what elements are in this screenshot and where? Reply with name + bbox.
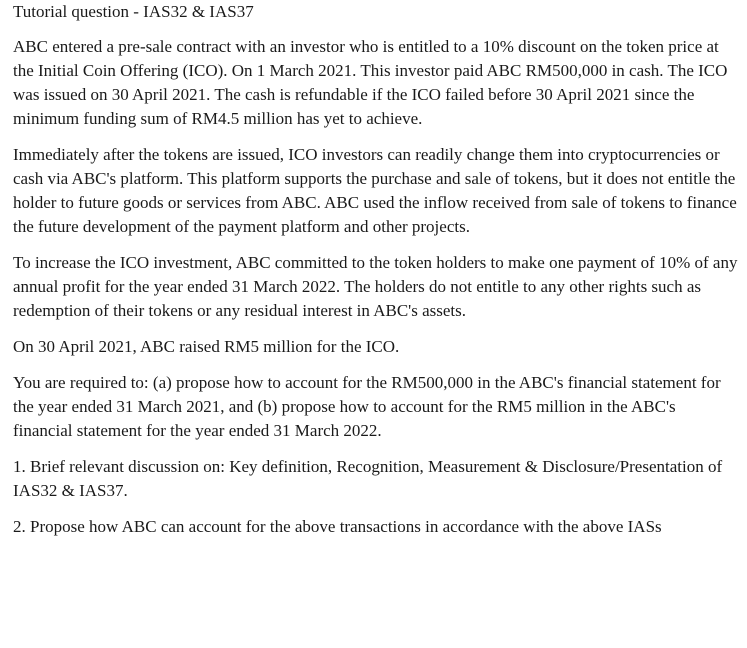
paragraph-pre-sale-contract: ABC entered a pre-sale contract with an investor who is entitled to a 10% discount on the token price at the Initial Coin Offering (ICO). On 1 March 2021. This investor paid ABC RM500,000 in cash. The ICO was issued on 30 April 2021. The cash is refundable if the ICO failed before 30 April 2021 since the minimum funding sum of RM4.5 million has yet to achieve. xyxy=(13,37,728,128)
paragraph-task-2: 2. Propose how ABC can account for the above transactions in accordance with the above IASs xyxy=(13,517,662,536)
paragraph-profit-commitment: To increase the ICO investment, ABC committed to the token holders to make one payment of 10% of any annual profit for the year ended 31 March 2022. The holders do not entitle to any other rights such as redemption of their tokens or any residual interest in ABC's assets. xyxy=(13,253,738,320)
document-title: Tutorial question - IAS32 & IAS37 xyxy=(13,2,254,21)
paragraph-task-1: 1. Brief relevant discussion on: Key definition, Recognition, Measurement & Disclosure/Presentation of IAS32 & IAS37. xyxy=(13,457,723,500)
paragraph-token-platform: Immediately after the tokens are issued, ICO investors can readily change them into cryptocurrencies or cash via ABC's platform. This platform supports the purchase and sale of tokens, but it does not entitle the holder to future goods or services from ABC. ABC used the inflow received from sale of tokens to finance the future development of the payment platform and other projects. xyxy=(13,145,737,236)
paragraph-ico-raised: On 30 April 2021, ABC raised RM5 million for the ICO. xyxy=(13,337,400,356)
paragraph-requirements: You are required to: (a) propose how to account for the RM500,000 in the ABC's financial statement for the year ended 31 March 2021, and (b) propose how to account for the RM5 million in the ABC's financial statement for the year ended 31 March 2022. xyxy=(13,373,721,440)
